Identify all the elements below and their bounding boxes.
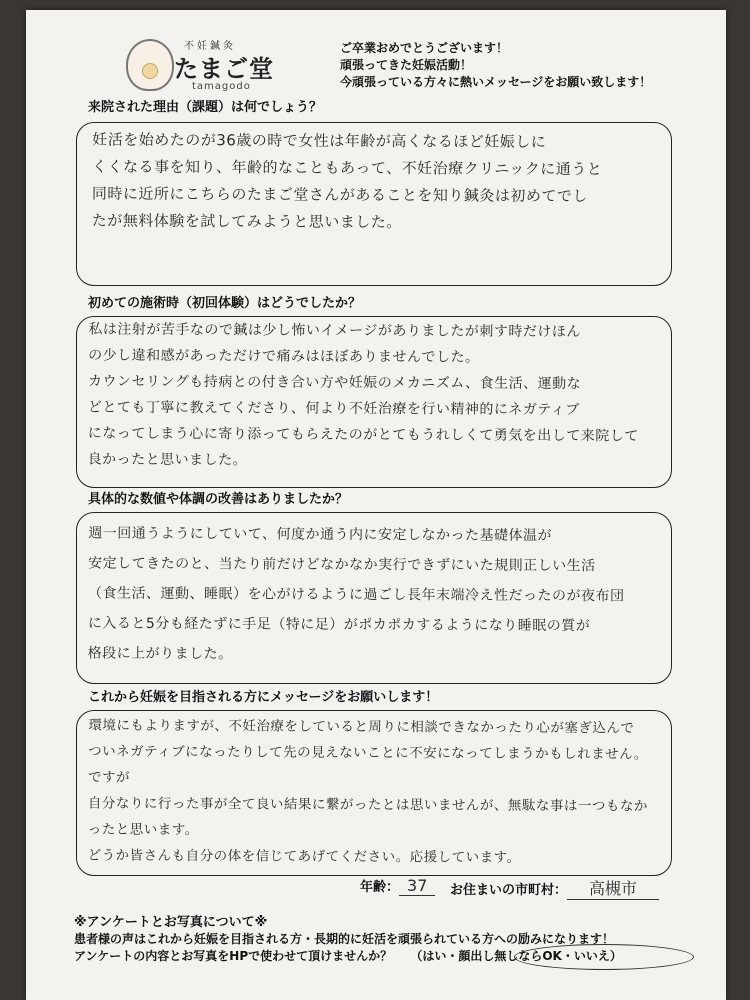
answer-1	[92, 127, 653, 238]
city-value: 高槻市	[567, 876, 659, 900]
answer-line: たが無料体験を試してみようと思いました。	[91, 211, 402, 232]
answer-line: （食生活、運動、睡眠）を心がけるように過ごし長年末端冷え性だったのが夜布団	[87, 585, 625, 605]
notes-heading: ※アンケートとお写真について※	[74, 915, 268, 930]
notes-line: 患者様の声はこれから妊娠を目指される方・長期的に妊活を頑張られている方への励みになります！	[74, 932, 615, 946]
question-4: これから妊娠を目指される方にメッセージをお願いします！	[88, 690, 439, 705]
age-value: 37	[399, 876, 435, 896]
answer-line: 良かったと思いました。	[87, 451, 248, 469]
clinic-logo	[126, 35, 306, 105]
answer-line: になってしまう心に寄り添ってもらえたのがとてもうれしくて勇気を出して来院して	[87, 425, 639, 445]
answer-line: 同時に近所にこちらのたまご堂さんがあることを知り鍼灸は初めてでし	[91, 184, 588, 206]
answer-line: 環境にもよりますが、不妊治療をしていると周りに相談できなかったり心が塞ぎ込んで	[88, 717, 635, 737]
answer-2	[88, 317, 649, 476]
answer-line: くくなる事を知り、年齢的なこともあって、不妊治療クリニックに通うと	[92, 157, 603, 179]
city-label: お住まいの市町村：	[450, 883, 568, 898]
answer-line: カウンセリングも持病との付き合い方や妊娠のメカニズム、食生活、運動な	[88, 373, 582, 393]
question-1: 来院された理由（課題）は何でしょう？	[88, 100, 323, 115]
answer-line: の少し違和感があっただけで痛みはほぼありませんでした。	[88, 347, 480, 366]
answer-line: 週一回通うようにしていて、何度か通う内に安定しなかった基礎体温が	[88, 525, 553, 544]
logo-name: たまご堂	[174, 55, 274, 83]
answer-line: ついネガティブになったりして先の見えないことに不安になってしまうかもしれません。ですが	[88, 743, 648, 786]
logo-romaji: tamagodo	[192, 81, 251, 92]
answer-line: どとても丁寧に教えてくださり、何より不妊治療を行い精神的にネガティブ	[87, 399, 580, 419]
survey-sheet	[26, 10, 726, 1000]
answer-line: に入ると5分も経たずに手足（特に足）がポカポカするようになり睡眠の質が	[87, 615, 591, 635]
logo-subtitle: 不妊鍼灸	[184, 41, 236, 52]
answer-line: 安定してきたのと、当たり前だけどなかなか実行できずにいた規則正しい生活	[88, 555, 596, 575]
answer-3	[88, 519, 649, 672]
consent-options: （はい・顔出し無しならOK・いいえ）	[410, 949, 622, 963]
age-label: 年齢：	[360, 880, 400, 895]
answer-line: 私は注射が苦手なので鍼は少し怖いイメージがありましたが刺す時だけほん	[88, 321, 581, 341]
notes-question: アンケートの内容とお写真をHPで使わせて頂けませんか？	[74, 949, 393, 963]
answer-line: 妊活を始めたのが36歳の時で女性は年齢が高くなるほど妊娠しに	[92, 130, 547, 151]
age-field	[360, 876, 435, 896]
header-line: 今頑張っている方々に熱いメッセージをお願い致します！	[340, 75, 652, 89]
header-line: 頑張ってきた妊娠活動！	[340, 58, 473, 72]
question-3: 具体的な数値や体調の改善はありましたか？	[88, 492, 349, 507]
answer-line: 格段に上がりました。	[87, 645, 233, 663]
answer-line: どうか皆さんも自分の体を信じてあげてください。応援しています。	[87, 847, 521, 866]
selected-option-circle	[514, 944, 694, 970]
answer-line: 自分なりに行った事が全て良い結果に繋がったとは思いませんが、無駄な事は一つもなか	[87, 795, 648, 815]
question-2: 初めての施術時（初回体験）はどうでしたか？	[88, 296, 362, 311]
header-message	[340, 40, 651, 91]
answer-4	[88, 713, 649, 872]
city-field	[450, 876, 659, 900]
answer-line: ったと思います。	[87, 821, 199, 839]
header-line: ご卒業おめでとうございます！	[340, 41, 509, 55]
mascot-face-icon	[126, 39, 174, 91]
